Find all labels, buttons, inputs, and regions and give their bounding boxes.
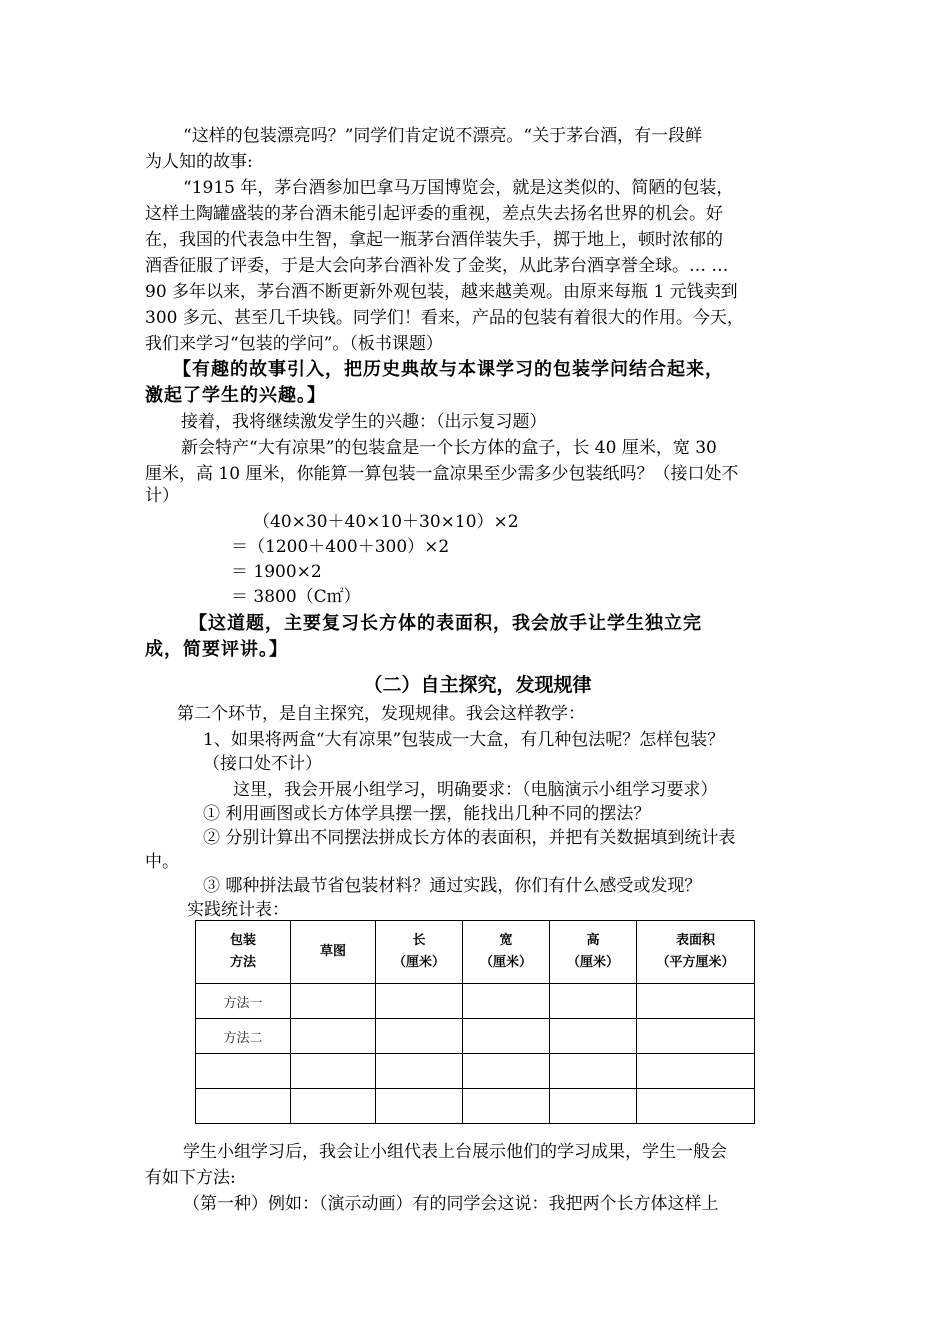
text-line: 为人知的故事: bbox=[145, 152, 253, 172]
practice-stats-table bbox=[195, 920, 755, 1124]
calculation-step: （40×30＋40×10＋30×10）×2 bbox=[253, 512, 519, 532]
text-line: 第二个环节，是自主探究，发现规律。我会这样教学： bbox=[177, 704, 585, 724]
row-label bbox=[196, 1054, 291, 1089]
text-line: ① 利用画图或长方体学具摆一摆，能找出几种不同的摆法？ bbox=[203, 804, 651, 824]
header-cell: 表面积 （平方厘米） bbox=[637, 921, 755, 984]
text-line: 这样土陶罐盛装的茅台酒未能引起评委的重视，差点失去扬名世界的机会。好 bbox=[145, 204, 723, 224]
text-line: 厘米，高 10 厘米，你能算一算包装一盒凉果至少需多少包装纸吗？（接口处不 bbox=[145, 464, 739, 484]
header-cell: 草图 bbox=[291, 921, 376, 984]
commentary-note: 成，简要评讲。】 bbox=[145, 639, 288, 660]
text-line: 这里，我会开展小组学习，明确要求：（电脑演示小组学习要求） bbox=[233, 780, 718, 800]
calculation-step: ＝ 3800（C㎡） bbox=[231, 587, 361, 607]
header-cell: 包装 方法 bbox=[196, 921, 291, 984]
text-line: “1915 年，茅台酒参加巴拿马万国博览会，就是这类似的、简陋的包装， bbox=[183, 178, 734, 198]
commentary-note: 【有趣的故事引入，把历史典故与本课学习的包装学问结合起来， bbox=[173, 359, 724, 380]
table-row bbox=[196, 1054, 755, 1089]
text-line: ③ 哪种拼法最节省包装材料？通过实践，你们有什么感受或发现？ bbox=[203, 876, 702, 896]
text-line: 计） bbox=[145, 486, 179, 506]
text-line: ② 分别计算出不同摆法拼成长方体的表面积，并把有关数据填到统计表 bbox=[203, 828, 736, 848]
text-line: 有如下方法: bbox=[145, 1168, 236, 1188]
commentary-note: 【这道题，主要复习长方体的表面积，我会放手让学生独立完 bbox=[189, 613, 702, 634]
text-line: 90 多年以来，茅台酒不断更新外观包装，越来越美观。由原来每瓶 1 元钱卖到 bbox=[145, 282, 738, 302]
text-line: 在，我国的代表急中生智，拿起一瓶茅台酒佯装失手，掷于地上，顿时浓郁的 bbox=[145, 230, 723, 250]
text-line: 1、如果将两盒“大有凉果”包装成一大盒，有几种包法呢？怎样包装？ bbox=[203, 730, 725, 750]
text-line: 接着，我将继续激发学生的兴趣：（出示复习题） bbox=[181, 412, 547, 432]
header-cell: 长 （厘米） bbox=[376, 921, 463, 984]
calculation-step: ＝ 1900×2 bbox=[231, 562, 322, 582]
text-line: （第一种）例如：（演示动画）有的同学会这说：我把两个长方体这样上 bbox=[183, 1194, 719, 1214]
row-label bbox=[196, 1089, 291, 1124]
header-cell: 宽 （厘米） bbox=[463, 921, 550, 984]
text-line: 我们来学习“包装的学问”。（板书课题） bbox=[145, 334, 443, 354]
table-row bbox=[196, 984, 755, 1019]
text-line: 中。 bbox=[145, 852, 179, 872]
row-label: 方法一 bbox=[196, 984, 291, 1019]
text-line: 300 多元、甚至几千块钱。同学们！看来，产品的包装有着很大的作用。今天， bbox=[145, 308, 744, 328]
section-heading: （二）自主探究，发现规律 bbox=[363, 674, 592, 696]
table-row bbox=[196, 1089, 755, 1124]
text-line: 新会特产“大有凉果”的包装盒是一个长方体的盒子，长 40 厘米，宽 30 bbox=[181, 438, 717, 458]
table-header-row bbox=[196, 921, 755, 984]
row-label: 方法二 bbox=[196, 1019, 291, 1054]
calculation-step: ＝（1200＋400＋300）×2 bbox=[231, 537, 450, 557]
text-line: “这样的包装漂亮吗？”同学们肯定说不漂亮。“关于茅台酒，有一段鲜 bbox=[183, 126, 703, 146]
text-line: 学生小组学习后，我会让小组代表上台展示他们的学习成果，学生一般会 bbox=[183, 1142, 727, 1162]
table-caption: 实践统计表： bbox=[187, 900, 289, 920]
header-cell: 高 （厘米） bbox=[550, 921, 637, 984]
commentary-note: 激起了学生的兴趣。】 bbox=[145, 385, 326, 406]
table-row bbox=[196, 1019, 755, 1054]
text-line: 酒香征服了评委，于是大会向茅台酒补发了金奖，从此茅台酒享誉全球。… … bbox=[145, 256, 729, 276]
text-line: （接口处不计） bbox=[203, 754, 322, 774]
